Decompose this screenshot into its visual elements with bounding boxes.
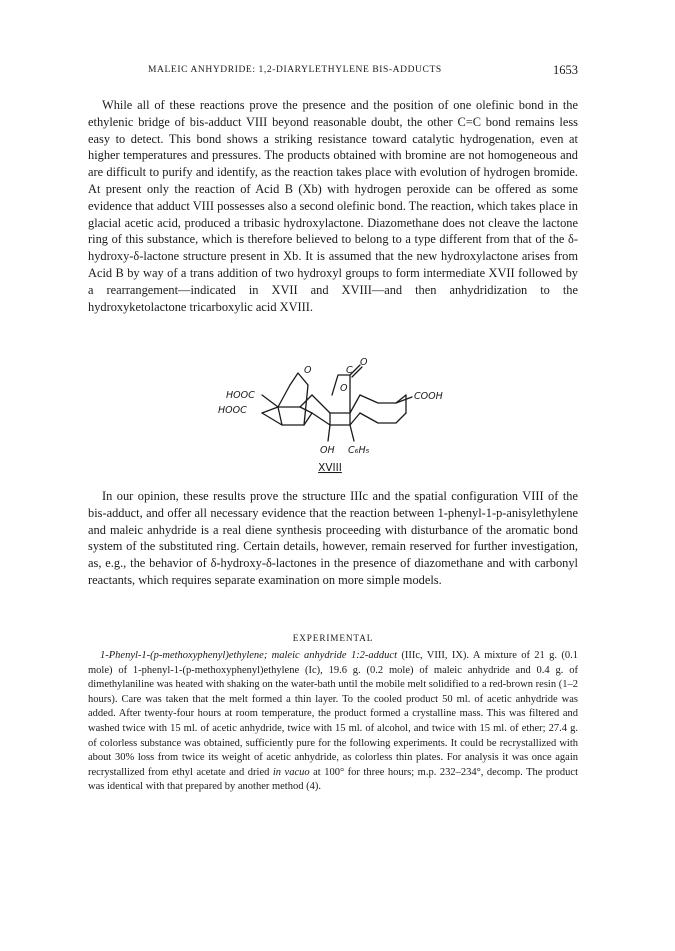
bond-cooh [396, 397, 412, 403]
bond-phenyl [350, 425, 354, 441]
label-oxygen-bridge: O [304, 365, 312, 376]
bond-central-bottom [312, 413, 360, 425]
bond-bridge-left [278, 385, 290, 407]
experimental-in-vacuo: in vacuo [272, 766, 310, 778]
label-cooh: COOH [414, 391, 443, 402]
experimental-paragraph [88, 649, 578, 795]
chemical-structure-drawing [200, 355, 460, 475]
bond-hooc-lower [262, 407, 278, 413]
label-carbon: C [346, 365, 353, 376]
bond-lactone [332, 375, 350, 413]
body-paragraph-2: In our opinion, these results prove the structure IIIc and the spatial configuration VIII of the bis-adduct, and offer all necessary evidence that the reaction between 1-phenyl-1-p-anisylethylene and maleic anhydride is a real diene synthesis proceeding with disturbance of the aromatic bond system of the substituted ring. Certain details, however, remain reserved for further investigation, as, e.g., the behavior of δ-hydroxy-δ-lactones in the presence of diazomethane and with carbonyl reactants, which requires separate examination on more simple models. [88, 489, 578, 587]
section-heading-experimental: EXPERIMENTAL [292, 633, 374, 643]
bond-right-bottom [360, 413, 406, 423]
label-c6h5: C₆H₅ [348, 445, 370, 456]
structure-label: XVIII [318, 462, 342, 474]
structure-figure-xviii [200, 355, 460, 475]
experimental-body-part1: A mixture of 21 g. (0.1 mole) of 1-phenyl-1-(p-methoxyphenyl)ethylene (Ic), 19.6 g. (0.2 mole) of maleic anhydride and 0.4 g. of dimethylaniline was heated with shaking on the water-bath until the mobile melt solidified to a red-brown resin (1–2 hours). Care was taken that the melt formed a thin layer. To the cooled product 50 ml. of acetic anhydride was added. After twenty-four hours at room temperature, the product formed a crystalline mass. This was filtered and washed twice with 15 ml. of acetic anhydride, twice with 15 ml. of alcohol, and twice with 15 ml. of ether; 27.4 g. of colorless substance was obtained, sufficiently pure for the following experiments. It could be recrystallized with about 30% loss from twice its weight of acetic anhydride, as colorless thin plates. For analysis it was once again recrystallized from ethyl acetate and dried [88, 650, 578, 778]
experimental-compound-refs: (IIIc, VIII, IX). [397, 650, 470, 661]
label-hooc-top: HOOC [226, 390, 255, 401]
bond-upper-left [262, 395, 312, 407]
page-header [88, 63, 578, 83]
running-head: MALEIC ANHYDRIDE: 1,2-DIARYLETHYLENE BIS-ADDUCTS [148, 65, 442, 75]
label-ring-oxygen: O [340, 383, 348, 394]
bond-oh [328, 425, 330, 441]
experimental-body-part2: at 100° for three hours; m.p. 232–234°, decomp. The product was identical with that prepared by another method (4). [88, 766, 578, 793]
label-hooc-bottom: HOOC [218, 405, 247, 416]
label-oh: OH [320, 445, 335, 456]
experimental-compound-title: 1-Phenyl-1-(p-methoxyphenyl)ethylene; maleic anhydride 1:2-adduct [100, 650, 398, 661]
label-carbonyl-oxygen: O [360, 357, 368, 368]
bond-central-top [312, 395, 360, 413]
body-paragraph-1: While all of these reactions prove the presence and the position of one olefinic bond in the ethylenic bridge of bis-adduct VIII beyond reasonable doubt, the other C=C bond remains less easy to detect. This bond shows a striking resistance toward catalytic hydrogenation, even at higher temperatures and pressures. The products obtained with bromine are not homogeneous and are difficult to purify and identify, as the reaction takes place with evolution of hydrogen bromide. At present only the reaction of Acid B (Xb) with hydrogen peroxide can be offered as some evidence that adduct VIII possesses also a second olefinic bond. The reaction, which takes place in glacial acetic acid, produced a tribasic hydroxylactone. Diazomethane does not cleave the lactone ring of this substance, which is therefore believed to belong to a type different from that of the δ-hydroxy-δ-lactone structure present in Xb. It is assumed that the new hydroxylactone arises from Acid B by way of a trans addition of two hydroxyl groups to form intermediate XVII followed by a rearrangement—indicated in XVII and XVIII—and then anhydridization to the hydroxyketolactone tricarboxylic acid XVIII. [88, 98, 578, 314]
page-number: 1653 [553, 63, 578, 77]
